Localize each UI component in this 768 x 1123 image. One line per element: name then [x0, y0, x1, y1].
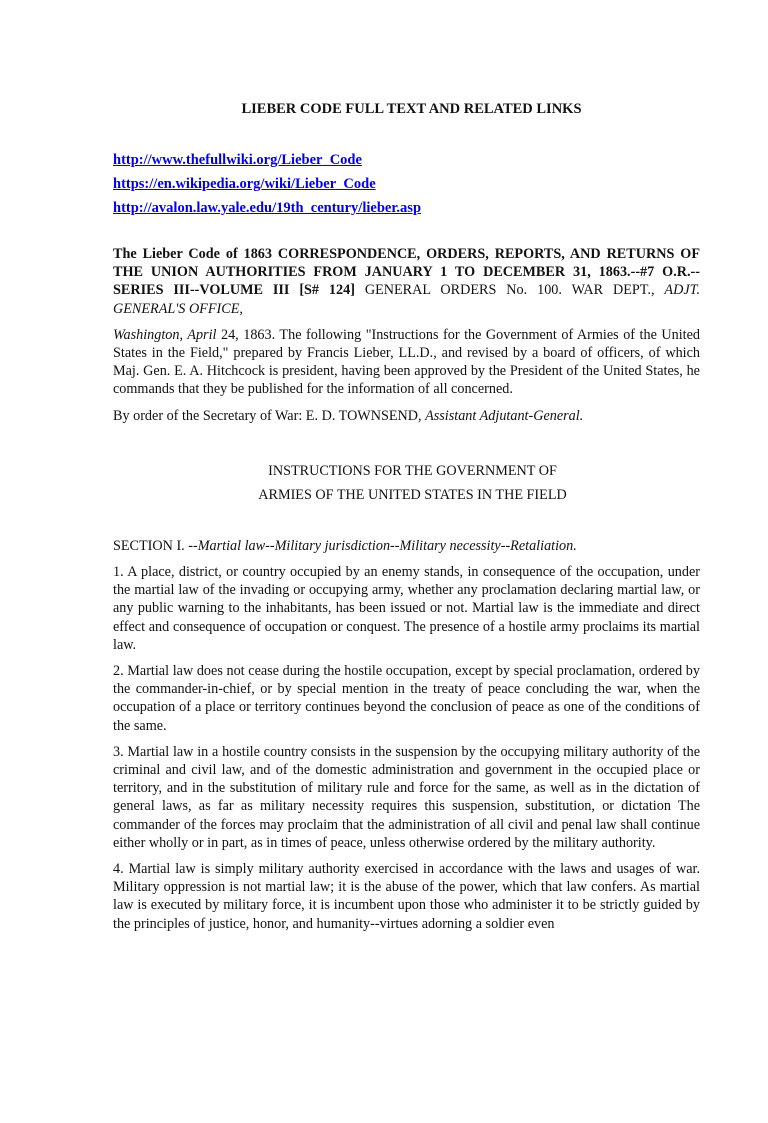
washington-date-place: Washington, April: [113, 326, 217, 343]
header-bold-intro: The Lieber Code of 1863 CORRESPONDENCE, ORDERS, REPORTS, AND RETURNS OF THE UNION AUTHORITIES FROM JANUARY 1 TO DECEMBER 31, 1863.--#7 O.R.--SERIES III--VOLUME III [S# 124]: [113, 246, 700, 299]
by-order-text: By order of the Secretary of War: E. D. TOWNSEND,: [113, 407, 426, 424]
link-fullwiki[interactable]: http://www.thefullwiki.org/Lieber_Code: [113, 152, 362, 168]
header-adjt-office: ADJT. GENERAL'S OFFICE,: [113, 282, 701, 317]
document-page: [0, 99, 768, 1123]
by-order-title: Assistant Adjutant-General.: [425, 407, 584, 424]
related-links: [113, 148, 700, 220]
section-label: SECTION I. --: [113, 537, 198, 554]
section-heading: [113, 537, 700, 555]
instructions-heading: [113, 459, 700, 507]
order-header: [113, 245, 700, 318]
link-wikipedia[interactable]: https://en.wikipedia.org/wiki/Lieber_Code: [113, 176, 376, 192]
header-general-orders: GENERAL ORDERS No. 100. WAR DEPT.,: [354, 282, 665, 299]
article-4: 4. Martial law is simply military authority exercised in accordance with the laws and usages of war. Military oppression is not martial law; it is the abuse of the power, which that law confers. As martial law is executed by military force, it is incumbent upon those who administer it to be strictly guided by the principles of justice, honor, and humanity--virtues adorning a soldier even: [113, 861, 700, 932]
by-order-line: [113, 407, 700, 425]
article-3: 3. Martial law in a hostile country consists in the suspension by the occupying military authority of the criminal and civil law, and of the domestic administration and government in the occupied place or territory, and in the substitution of military rule and force for the same, as well as in the dictation of general laws, as far as military necessity requires this suspension, substitution, or dictation The commander of the forces may proclaim that the administration of all civil and penal law shall continue either wholly or in part, as in times of peace, unless otherwise ordered by the military authority.: [113, 743, 700, 851]
page-title: LIEBER CODE FULL TEXT AND RELATED LINKS: [241, 101, 582, 117]
washington-paragraph: [113, 326, 700, 399]
instructions-heading-line-2: ARMIES OF THE UNITED STATES IN THE FIELD: [258, 486, 567, 503]
instructions-heading-line-1: INSTRUCTIONS FOR THE GOVERNMENT OF: [268, 462, 557, 479]
washington-text: 24, 1863. The following "Instructions for the Government of Armies of the United States in the Field," prepared by Francis Lieber, LL.D., and revised by a board of officers, of which Maj. Gen. E. A. Hitchcock is president, having been approved by the President of the United States, he commands that they be published for the information of all concerned.: [113, 326, 701, 398]
article-1: 1. A place, district, or country occupied by an enemy stands, in consequence of the occupation, under the martial law of the invading or occupying army, whether any proclamation declaring martial law, or any public warning to the inhabitants, has been issued or not. Martial law is the immediate and direct effect and consequence of occupation or conquest. The presence of a hostile army proclaims its martial law.: [113, 564, 700, 653]
section-subject: Martial law--Military jurisdiction--Military necessity--Retaliation.: [197, 537, 577, 554]
article-2: 2. Martial law does not cease during the hostile occupation, except by special proclamation, ordered by the commander-in-chief, or by special mention in the treaty of peace concluding the war, when the occupation of a place or territory continues beyond the conclusion of peace as one of the conditions of the same.: [113, 663, 700, 734]
link-avalon-yale[interactable]: http://avalon.law.yale.edu/19th_century/lieber.asp: [113, 200, 422, 216]
